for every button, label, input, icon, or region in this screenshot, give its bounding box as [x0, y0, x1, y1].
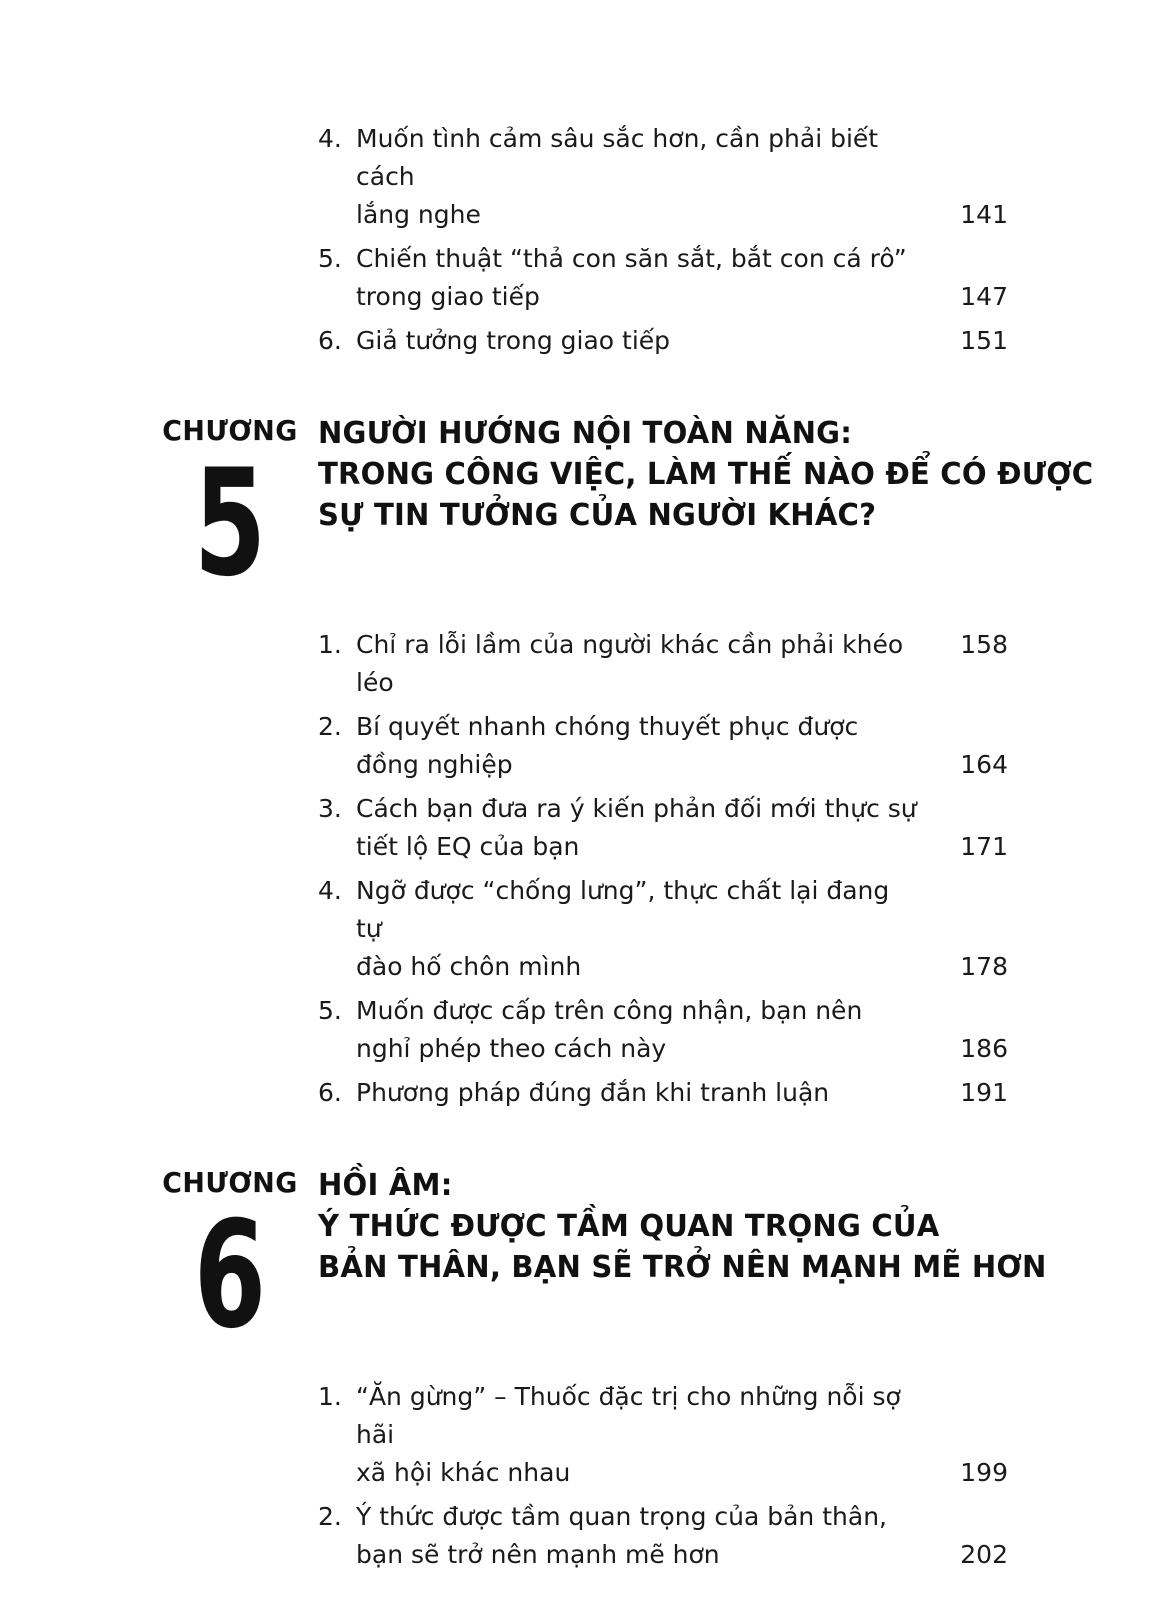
- entry-number: 2.: [318, 712, 342, 741]
- list-item[interactable]: [318, 992, 1008, 1068]
- entry-number: 6.: [318, 1078, 342, 1107]
- entry-title: Chiến thuật “thả con săn sắt, bắt con cá rô”: [356, 244, 907, 273]
- chapter-heading-5: [150, 414, 1094, 609]
- entry-title: Muốn tình cảm sâu sắc hơn, cần phải biết cách: [356, 124, 879, 191]
- chapter-number: 5: [193, 436, 267, 609]
- entry-page-number: 178: [960, 952, 1008, 981]
- chapter-title-line: BẢN THÂN, BẠN SẼ TRỞ NÊN MẠNH MẼ HƠN: [318, 1249, 1047, 1285]
- entry-title-line2: bạn sẽ trở nên mạnh mẽ hơn: [356, 1540, 720, 1569]
- chapter-title-line: Ý THỨC ĐƯỢC TẦM QUAN TRỌNG CỦA: [318, 1208, 940, 1244]
- entry-title-line2: tiết lộ EQ của bạn: [356, 832, 580, 861]
- entry-title: Chỉ ra lỗi lầm của người khác cần phải khéo léo: [356, 630, 904, 697]
- entry-title: “Ăn gừng” – Thuốc đặc trị cho những nỗi sợ hãi: [356, 1382, 901, 1449]
- list-item[interactable]: [318, 872, 1008, 986]
- list-item[interactable]: [318, 240, 1008, 316]
- toc-entry-list-chapter-6: [318, 1378, 1008, 1574]
- entry-number: 3.: [318, 794, 342, 823]
- entry-title-line2: lắng nghe: [356, 200, 481, 229]
- entry-number: 1.: [318, 630, 342, 659]
- chapter-title-line: NGƯỜI HƯỚNG NỘI TOÀN NĂNG:: [318, 416, 853, 451]
- entry-page-number: 171: [960, 832, 1008, 861]
- list-item[interactable]: [318, 708, 1008, 784]
- chapter-title: [318, 414, 1094, 536]
- list-item[interactable]: [318, 322, 1008, 360]
- entry-title: Bí quyết nhanh chóng thuyết phục được: [356, 712, 859, 741]
- chapter-label: CHƯƠNG: [162, 414, 298, 447]
- entry-page-number: 151: [960, 326, 1008, 355]
- entry-number: 5.: [318, 996, 342, 1025]
- entry-title: Giả tưởng trong giao tiếp: [356, 326, 671, 355]
- entry-page-number: 186: [960, 1034, 1008, 1063]
- chapter-badge: [150, 1166, 310, 1361]
- entry-page-number: 141: [960, 200, 1008, 229]
- list-item[interactable]: [318, 120, 1008, 234]
- entry-title: Cách bạn đưa ra ý kiến phản đối mới thực sự: [356, 794, 917, 823]
- entry-title-line2: trong giao tiếp: [356, 282, 540, 311]
- chapter-title-line: HỒI ÂM:: [318, 1168, 453, 1203]
- entry-title: Ý thức được tầm quan trọng của bản thân,: [356, 1502, 887, 1531]
- entry-number: 1.: [318, 1382, 342, 1411]
- chapter-heading-6: [150, 1166, 1047, 1361]
- list-item[interactable]: [318, 1498, 1008, 1574]
- chapter-label: CHƯƠNG: [162, 1166, 298, 1199]
- entry-page-number: 199: [960, 1458, 1008, 1487]
- chapter-number: 6: [193, 1188, 267, 1361]
- entry-number: 5.: [318, 244, 342, 273]
- entry-page-number: 147: [960, 282, 1008, 311]
- toc-entry-list-chapter-5: [318, 626, 1008, 1112]
- entry-title-line2: đào hố chôn mình: [356, 952, 582, 981]
- entry-title-line2: đồng nghiệp: [356, 750, 513, 779]
- entry-page-number: 158: [960, 630, 1008, 659]
- list-item[interactable]: [318, 1378, 1008, 1492]
- chapter-title-line: TRONG CÔNG VIỆC, LÀM THẾ NÀO ĐỂ CÓ ĐƯỢC: [318, 456, 1094, 492]
- entry-title: Phương pháp đúng đắn khi tranh luận: [356, 1078, 830, 1107]
- entry-number: 6.: [318, 326, 342, 355]
- entry-number: 2.: [318, 1502, 342, 1531]
- entry-title-line2: xã hội khác nhau: [356, 1458, 571, 1487]
- list-item[interactable]: [318, 1074, 1008, 1112]
- entry-title-line2: nghỉ phép theo cách này: [356, 1034, 667, 1063]
- entry-title: Muốn được cấp trên công nhận, bạn nên: [356, 996, 863, 1025]
- entry-title: Ngỡ được “chống lưng”, thực chất lại đang tự: [356, 876, 890, 943]
- entry-number: 4.: [318, 124, 342, 153]
- chapter-badge: [150, 414, 310, 609]
- entry-page-number: 164: [960, 750, 1008, 779]
- list-item[interactable]: [318, 790, 1008, 866]
- entry-number: 4.: [318, 876, 342, 905]
- entry-page-number: 191: [960, 1078, 1008, 1107]
- entry-page-number: 202: [960, 1540, 1008, 1569]
- toc-entry-list-continued: [318, 120, 1008, 360]
- list-item[interactable]: [318, 626, 1008, 702]
- chapter-title-line: SỰ TIN TƯỞNG CỦA NGƯỜI KHÁC?: [318, 497, 877, 533]
- chapter-title: [318, 1166, 1047, 1288]
